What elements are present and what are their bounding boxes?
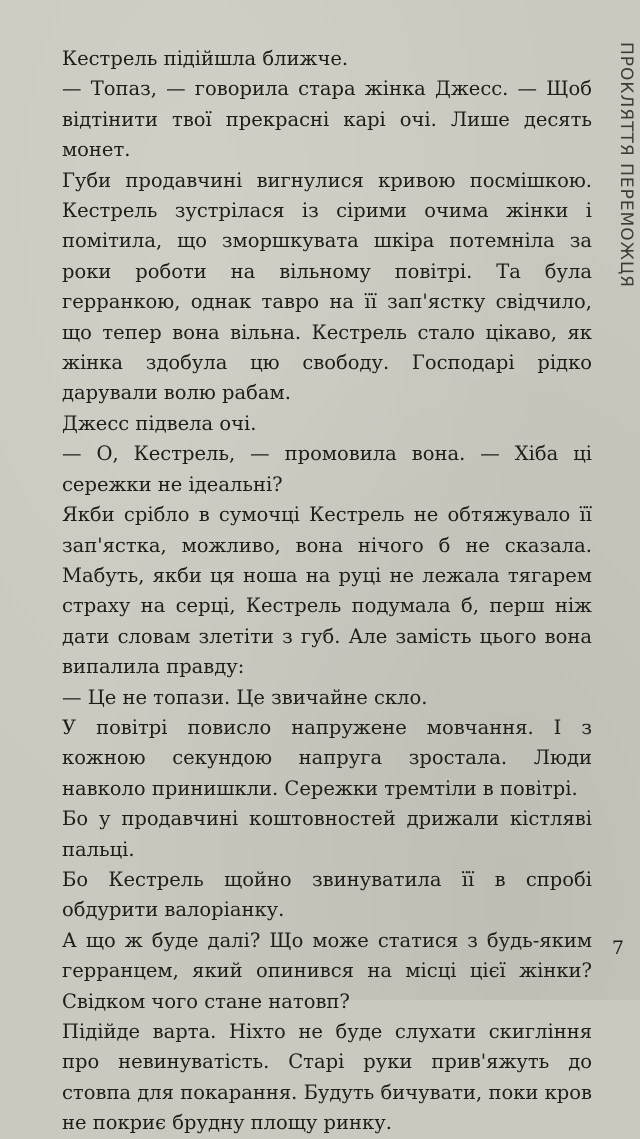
paragraph: А що ж буде далі? Що може статися з будь-яким герранцем, який опинився на місці цієї жінки? Свідком чого стане натовп? bbox=[62, 928, 592, 1013]
running-title: ПРОКЛЯТТЯ ПЕРЕМОЖЦЯ bbox=[616, 42, 636, 288]
paragraph: Підійде варта. Ніхто не буде слухати скигління про невинуватість. Старі руки прив'яжуть до стовпа для покарання. Будуть бичувати, поки кров не покриє брудну площу ринку. bbox=[62, 1020, 592, 1135]
paragraph: — Це не топази. Це звичайне скло. bbox=[62, 685, 428, 709]
paragraph: Бо Кестрель щойно звинуватила її в спробі обдурити валоріанку. bbox=[62, 867, 592, 922]
paragraph: Губи продавчині вигнулися кривою посмішкою. Кестрель зустрілася із сірими очима жінки і помітила, що зморшкувата шкіра потемніла за роки роботи на вільному повітрі. Та була герранкою, однак тавро на її зап'ястку свідчило, що тепер вона вільна. Кестрель стало цікаво, як жінка здобула цю свободу. Господарі рідко дарували волю рабам. bbox=[62, 168, 592, 405]
page-number: 7 bbox=[611, 937, 624, 959]
paragraph: — Топаз, — говорила стара жінка Джесс. — Щоб відтінити твої прекрасні карі очі. Лише десять монет. bbox=[62, 77, 592, 162]
paragraph: Кестрель підійшла ближче. bbox=[62, 47, 349, 70]
body-text bbox=[62, 44, 592, 1139]
paragraph: Джесс підвела очі. bbox=[62, 411, 257, 435]
paragraph: Якби срібло в сумочці Кестрель не обтяжувало її зап'ястка, можливо, вона нічого б не сказала. Мабуть, якби ця ноша на руці не лежала тягарем страху на серці, Кестрель подумала б, перш ніж дати словам злетіти з губ. Але замість цього вона випалила правду: bbox=[62, 503, 592, 679]
paragraph: У повітрі повисло напружене мовчання. І з кожною секундою напруга зростала. Люди навколо принишкли. Сережки тремтіли в повітрі. bbox=[62, 715, 592, 800]
paragraph: Бо у продавчині коштовностей дрижали кістляві пальці. bbox=[62, 807, 592, 861]
paragraph: — О, Кестрель, — промовила вона. — Хіба ці сережки не ідеальні? bbox=[62, 442, 592, 496]
